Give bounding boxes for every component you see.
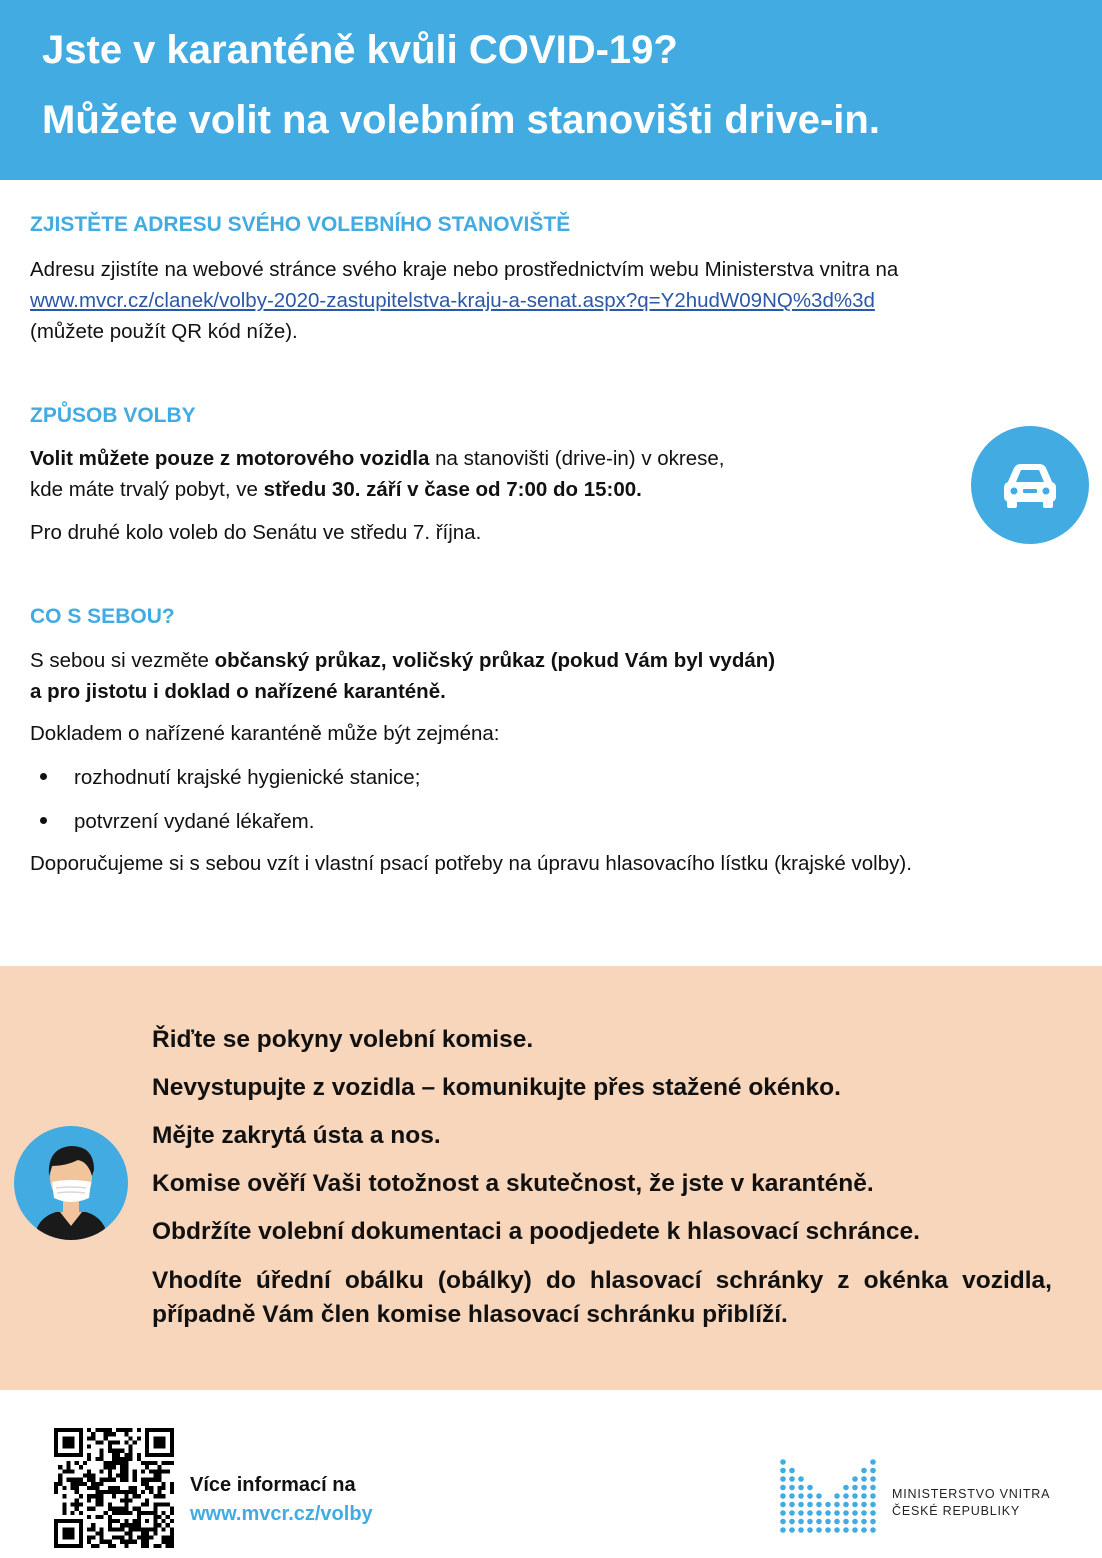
method-line-2-start: kde máte trvalý pobyt, ve [30, 478, 264, 501]
masked-person-icon [14, 1126, 128, 1240]
bullet-dot-icon [40, 773, 47, 780]
method-line-2 [30, 474, 642, 505]
ministry-name-line-2: ČESKÉ REPUBLIKY [892, 1504, 1021, 1518]
rule-item: Obdržíte volební dokumentaci a poodjedete k hlasovací schránce. [152, 1218, 920, 1245]
list-item-text: potvrzení vydané lékařem. [74, 810, 315, 833]
address-note: (můžete použít QR kód níže). [30, 320, 298, 343]
bring-line-1 [30, 645, 775, 676]
bring-line-3: Dokladem o nařízené karanténě může být zejména: [30, 722, 500, 745]
more-info-label: Více informací na [190, 1474, 356, 1496]
list-item [40, 806, 314, 837]
qr-code-icon[interactable] [54, 1428, 174, 1548]
list-item [40, 762, 420, 793]
method-line-1 [30, 443, 724, 474]
car-icon [971, 426, 1089, 544]
bring-line-1-start: S sebou si vezměte [30, 649, 215, 672]
ministry-logo-icon [778, 1458, 878, 1534]
method-line-1-rest: na stanovišti (drive-in) v okrese, [429, 447, 725, 470]
ministry-name-line-1: MINISTERSTVO VNITRA [892, 1487, 1051, 1501]
method-line-1-bold: Volit můžete pouze z motorového vozidla [30, 447, 430, 470]
headline-line-1: Jste v karanténě kvůli COVID-19? [42, 28, 678, 72]
bring-line-1-bold: občanský průkaz, voličský průkaz (pokud Vám byl vydán) [214, 649, 776, 672]
method-line-3: Pro druhé kolo voleb do Senátu ve středu 7. října. [30, 521, 482, 544]
rule-item: Vhodíte úřední obálku (obálky) do hlasovací schránky z okénka vozidla, případně Vám člen komise hlasovací schránku přiblíží. [152, 1267, 1052, 1328]
bring-line-4: Doporučujeme si s sebou vzít i vlastní psací potřeby na úpravu hlasovacího lístku (krajské volby). [30, 852, 912, 875]
address-text: Adresu zjistíte na webové stránce svého kraje nebo prostřednictvím webu Ministerstva vnitra na [30, 258, 899, 281]
bring-line-2-bold: a pro jistotu i doklad o nařízené karanténě. [30, 680, 446, 703]
more-info-link[interactable]: www.mvcr.cz/volby [190, 1503, 373, 1525]
list-item-text: rozhodnutí krajské hygienické stanice; [74, 766, 421, 789]
headline-line-2: Můžete volit na volebním stanovišti drive-in. [42, 98, 880, 142]
bullet-dot-icon [40, 817, 47, 824]
rule-item: Řiďte se pokyny volební komise. [152, 1026, 534, 1053]
section-title-method: ZPŮSOB VOLBY [30, 404, 196, 427]
header-banner [0, 0, 1102, 180]
rule-item: Komise ověří Vaši totožnost a skutečnost, že jste v karanténě. [152, 1170, 874, 1197]
section-title-bring: CO S SEBOU? [30, 605, 175, 628]
bring-line-2 [30, 676, 446, 707]
mvcr-address-link[interactable]: www.mvcr.cz/clanek/volby-2020-zastupitelstva-kraju-a-senat.aspx?q=Y2hudW09NQ%3d%3d [30, 289, 875, 312]
address-link-line [30, 285, 875, 316]
section-title-address: ZJISTĚTE ADRESU SVÉHO VOLEBNÍHO STANOVIŠTĚ [30, 213, 571, 236]
rule-item: Nevystupujte z vozidla – komunikujte přes stažené okénko. [152, 1074, 841, 1101]
method-line-2-bold: středu 30. září v čase od 7:00 do 15:00. [263, 478, 642, 501]
rule-item: Mějte zakrytá ústa a nos. [152, 1122, 441, 1149]
